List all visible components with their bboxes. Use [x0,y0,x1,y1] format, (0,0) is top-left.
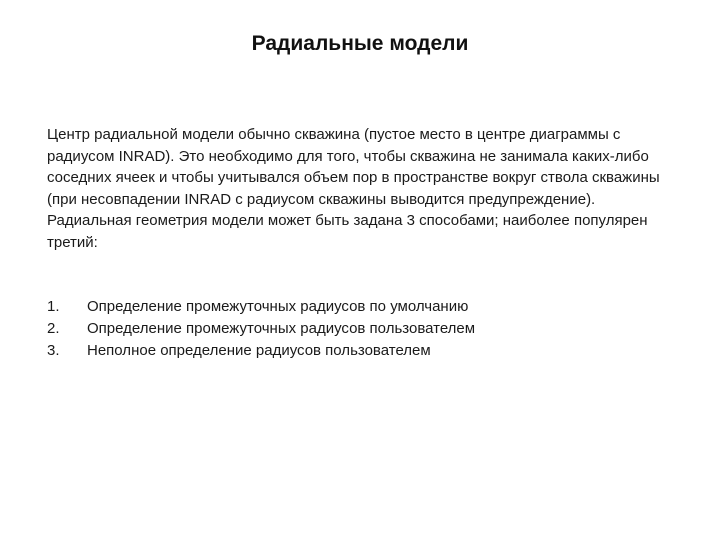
paragraph-well-center: Центр радиальной модели обычно скважина (пустое место в центре диаграммы с радиусом INRAD). Это необходимо для того, чтобы скважина не занимала каких-либо соседних ячеек и чтобы учитывался объем пор в пространстве вокруг ствола скважины (при несовпадении INRAD с радиусом скважины выводится предупреждение). [47,126,660,208]
list-item-text: Неполное определение радиусов пользователем [87,342,431,359]
list-item-text: Определение промежуточных радиусов пользователем [87,320,476,337]
list-item-number: 2. [47,320,60,337]
list-item [47,340,677,362]
slide-body [47,124,677,253]
list-item-number: 1. [47,298,60,315]
list-item-text: Определение промежуточных радиусов по умолчанию [87,298,469,315]
list-item-number: 3. [47,342,60,359]
methods-list [47,296,677,362]
list-item [47,318,677,340]
paragraph-geometry-methods: Радиальная геометрия модели может быть задана 3 способами; наиболее популярен третий: [47,212,648,251]
slide-title: Радиальные модели [251,32,469,55]
list-item [47,296,677,318]
